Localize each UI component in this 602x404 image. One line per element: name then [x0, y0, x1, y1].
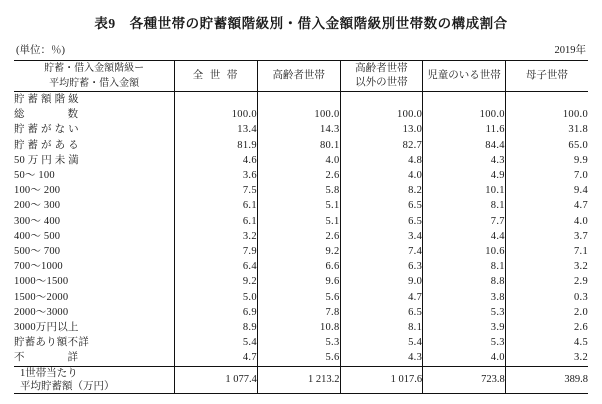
statistics-table — [14, 60, 588, 394]
row-value: 2.6 — [257, 229, 340, 244]
row-label: 1500〜2000 — [14, 290, 175, 305]
table-row — [14, 168, 588, 183]
row-label: 300〜 400 — [14, 214, 175, 229]
row-value: 3.2 — [573, 352, 588, 364]
row-value: 8.9 — [175, 320, 258, 335]
row-value: 2.0 — [573, 306, 588, 318]
table-body — [14, 92, 588, 394]
row-value: 5.3 — [423, 335, 506, 350]
table-row — [14, 153, 588, 168]
row-value: 10.8 — [257, 320, 340, 335]
row-value: 5.3 — [257, 335, 340, 350]
row-value: 4.0 — [423, 350, 506, 366]
row-value: 6.5 — [340, 198, 423, 213]
row-value: 81.9 — [175, 138, 258, 153]
table-footer-row — [14, 366, 588, 393]
row-value: 7.5 — [175, 183, 258, 198]
table-row — [14, 229, 588, 244]
row-value: 5.0 — [175, 290, 258, 305]
column-header-single-mother-households: 母子世帯 — [525, 69, 568, 81]
column-header-elderly-households: 高齢者世帯 — [257, 61, 340, 92]
row-value: 4.0 — [340, 168, 423, 183]
row-value: 4.8 — [340, 153, 423, 168]
row-label: 1000〜1500 — [14, 274, 175, 289]
row-value: 3.7 — [573, 230, 588, 242]
row-value: 5.1 — [257, 198, 340, 213]
footer-row-value: 1 213.2 — [257, 366, 340, 393]
row-value: 8.1 — [423, 198, 506, 213]
table-row — [14, 335, 588, 350]
row-label: 不 詳 — [14, 350, 175, 366]
table-row — [14, 350, 588, 366]
row-value: 8.8 — [423, 274, 506, 289]
row-value: 6.1 — [175, 198, 258, 213]
row-label: 貯蓄あり額不詳 — [14, 335, 175, 350]
row-value: 4.4 — [423, 229, 506, 244]
unit-note: (単位：％) — [16, 45, 65, 56]
row-value: 4.7 — [340, 290, 423, 305]
row-label: 500〜 700 — [14, 244, 175, 259]
row-value: 3.8 — [423, 290, 506, 305]
row-value: 5.1 — [257, 214, 340, 229]
table-row — [14, 107, 588, 122]
row-value: 7.9 — [175, 244, 258, 259]
table-row — [14, 320, 588, 335]
table-row — [14, 183, 588, 198]
table-row — [14, 138, 588, 153]
footer-row-value: 1 077.4 — [175, 366, 258, 393]
table-row — [14, 274, 588, 289]
row-value: 0.3 — [573, 291, 588, 303]
row-value: 2.6 — [573, 322, 588, 334]
row-value: 9.6 — [257, 274, 340, 289]
column-header-non-elderly-households: 高齢者世帯 以外の世帯 — [340, 61, 423, 92]
column-header-all-households: 全 世 帯 — [175, 61, 258, 92]
footer-label-line1: 1世帯当たり — [20, 367, 78, 379]
row-value: 4.7 — [573, 200, 588, 212]
row-label: 100〜 200 — [14, 183, 175, 198]
section-spacer-3 — [340, 92, 423, 108]
section-spacer-4 — [423, 92, 506, 108]
row-label: 総 数 — [14, 107, 175, 122]
row-value: 6.5 — [340, 305, 423, 320]
row-value: 4.5 — [573, 337, 588, 349]
table-row — [14, 290, 588, 305]
row-label: 50 万 円 未 満 — [14, 153, 175, 168]
row-value: 5.4 — [340, 335, 423, 350]
table-row — [14, 214, 588, 229]
row-label: 3000万円以上 — [14, 320, 175, 335]
row-label: 貯 蓄 が な い — [14, 122, 175, 137]
row-value: 7.7 — [423, 214, 506, 229]
row-value: 4.0 — [257, 153, 340, 168]
row-value: 100.0 — [562, 109, 588, 121]
row-value: 10.6 — [423, 244, 506, 259]
row-value: 7.0 — [573, 170, 588, 182]
footer-row-label — [14, 366, 175, 393]
table-row — [14, 198, 588, 213]
year-note: 2019年 — [554, 45, 586, 56]
row-value: 5.6 — [257, 350, 340, 366]
table-row — [14, 259, 588, 274]
row-value: 4.3 — [340, 350, 423, 366]
footer-row-value: 389.8 — [564, 374, 588, 386]
row-label: 50〜 100 — [14, 168, 175, 183]
row-value: 4.9 — [423, 168, 506, 183]
row-value: 5.4 — [175, 335, 258, 350]
table-number: 表9 — [94, 16, 116, 31]
row-value: 4.3 — [423, 153, 506, 168]
row-value: 8.1 — [423, 259, 506, 274]
page-title: 各種世帯の貯蓄額階級別・借入金額階級別世帯数の構成割合 — [129, 16, 508, 31]
section-spacer-1 — [175, 92, 258, 108]
row-value: 84.4 — [423, 138, 506, 153]
row-value: 6.4 — [175, 259, 258, 274]
row-value: 82.7 — [340, 138, 423, 153]
row-value: 100.0 — [257, 107, 340, 122]
table-meta-row — [14, 42, 588, 57]
table-row — [14, 122, 588, 137]
row-value: 5.8 — [257, 183, 340, 198]
table-row — [14, 305, 588, 320]
row-value: 3.9 — [423, 320, 506, 335]
section-spacer-5 — [505, 92, 588, 108]
row-value: 7.8 — [257, 305, 340, 320]
row-value: 7.1 — [573, 246, 588, 258]
row-label: 200〜 300 — [14, 198, 175, 213]
row-label: 700〜1000 — [14, 259, 175, 274]
row-value: 13.0 — [340, 122, 423, 137]
section-spacer-2 — [257, 92, 340, 108]
row-value: 2.9 — [573, 276, 588, 288]
row-value: 5.3 — [423, 305, 506, 320]
row-value: 100.0 — [340, 107, 423, 122]
row-value: 4.6 — [175, 153, 258, 168]
row-value: 10.1 — [423, 183, 506, 198]
row-value: 6.3 — [340, 259, 423, 274]
row-label: 2000〜3000 — [14, 305, 175, 320]
row-value: 9.2 — [257, 244, 340, 259]
row-value: 6.1 — [175, 214, 258, 229]
row-value: 6.5 — [340, 214, 423, 229]
table-section-header-row — [14, 92, 588, 108]
row-value: 9.0 — [340, 274, 423, 289]
table-row — [14, 244, 588, 259]
row-value: 8.2 — [340, 183, 423, 198]
row-value: 14.3 — [257, 122, 340, 137]
row-value: 6.9 — [175, 305, 258, 320]
row-value: 6.6 — [257, 259, 340, 274]
row-value: 4.7 — [175, 350, 258, 366]
row-value: 5.6 — [257, 290, 340, 305]
column-header-households-with-children: 児童のいる世帯 — [423, 61, 506, 92]
row-value: 100.0 — [423, 107, 506, 122]
row-value: 13.4 — [175, 122, 258, 137]
footer-label-line2: 平均貯蓄額（万円） — [20, 380, 115, 392]
row-value: 80.1 — [257, 138, 340, 153]
row-label: 400〜 500 — [14, 229, 175, 244]
row-value: 3.6 — [175, 168, 258, 183]
footer-row-value: 1 017.6 — [340, 366, 423, 393]
row-value: 9.2 — [175, 274, 258, 289]
table-title-row — [14, 12, 588, 32]
row-value: 65.0 — [568, 139, 588, 151]
row-value: 3.2 — [573, 261, 588, 273]
row-value: 3.4 — [340, 229, 423, 244]
footer-row-value: 723.8 — [423, 366, 506, 393]
row-value: 2.6 — [257, 168, 340, 183]
row-value: 31.8 — [568, 124, 588, 136]
table-header — [14, 61, 588, 92]
section-header-savings: 貯 蓄 額 階 級 — [14, 92, 175, 108]
row-value: 4.0 — [573, 215, 588, 227]
row-value: 9.9 — [573, 154, 588, 166]
row-value: 3.2 — [175, 229, 258, 244]
row-value: 9.4 — [573, 185, 588, 197]
column-header-stub: 貯蓄・借入金額階級ー 平均貯蓄・借入金額 — [14, 61, 175, 92]
row-value: 100.0 — [175, 107, 258, 122]
row-value: 11.6 — [423, 122, 506, 137]
row-value: 8.1 — [340, 320, 423, 335]
row-label: 貯 蓄 が あ る — [14, 138, 175, 153]
row-value: 7.4 — [340, 244, 423, 259]
